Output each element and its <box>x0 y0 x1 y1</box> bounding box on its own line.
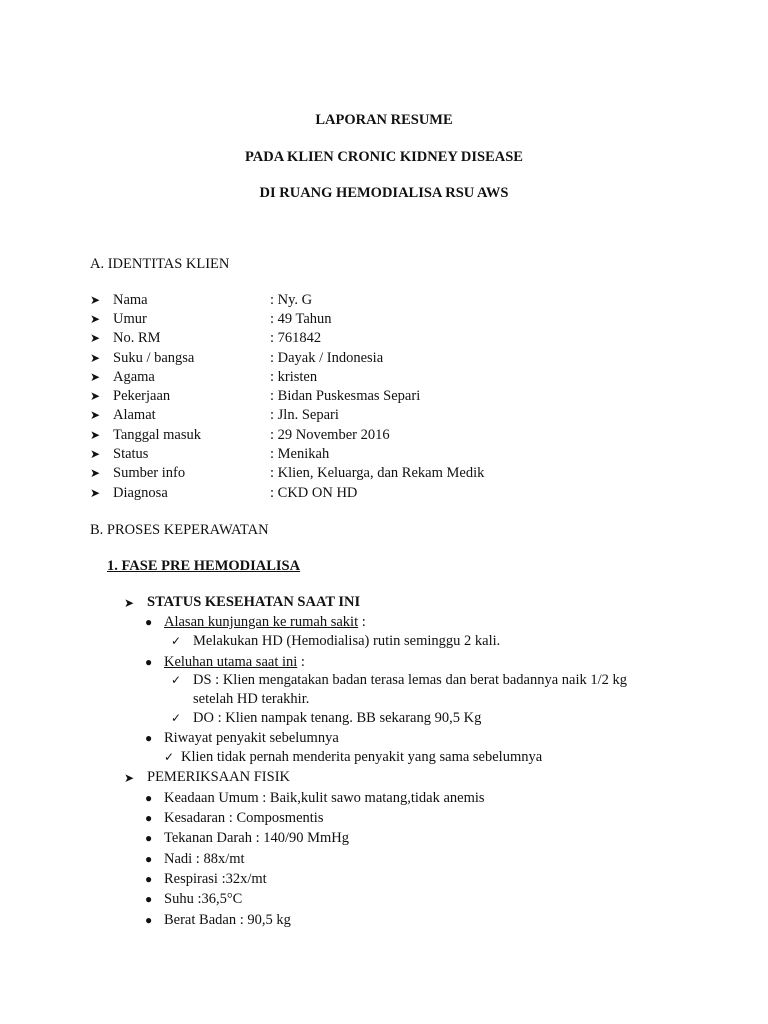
phase-1-heading: 1. FASE PRE HEMODIALISA <box>107 558 301 574</box>
check-icon: ✓ <box>171 673 182 687</box>
arrow-bullet-icon: ➤ <box>124 596 135 610</box>
arrow-bullet-icon: ➤ <box>124 771 135 785</box>
alasan-check: Melakukan HD (Hemodialisa) rutin seminggu 2 kali. <box>193 633 501 649</box>
section-a-heading: A. IDENTITAS KLIEN <box>90 256 230 272</box>
check-icon: ✓ <box>171 711 182 725</box>
title-line-1: LAPORAN RESUME <box>315 112 453 128</box>
arrow-bullet-icon: ➤ <box>90 312 101 326</box>
arrow-bullet-icon: ➤ <box>90 486 101 500</box>
check-icon: ✓ <box>171 634 182 648</box>
check-icon: ✓ <box>164 750 175 764</box>
bullet-icon: ● <box>145 811 153 825</box>
bullet-icon: ● <box>145 831 153 845</box>
bullet-icon: ● <box>145 872 153 886</box>
title-line-3: DI RUANG HEMODIALISA RSU AWS <box>259 185 509 201</box>
fisik-item: Suhu :36,5°C <box>164 891 243 907</box>
keluhan-label: Keluhan utama saat ini : <box>164 654 305 670</box>
section-b-heading: B. PROSES KEPERAWATAN <box>90 522 269 538</box>
arrow-bullet-icon: ➤ <box>90 428 101 442</box>
fisik-heading: PEMERIKSAAN FISIK <box>147 769 291 785</box>
fisik-item: Nadi : 88x/mt <box>164 851 245 867</box>
bullet-icon: ● <box>145 892 153 906</box>
arrow-bullet-icon: ➤ <box>90 466 101 480</box>
riwayat-check: Klien tidak pernah menderita penyakit yang sama sebelumnya <box>181 749 543 765</box>
ds-line-2: setelah HD terakhir. <box>193 691 310 707</box>
fisik-item: Respirasi :32x/mt <box>164 871 267 887</box>
ds-line-1: DS : Klien mengatakan badan terasa lemas dan berat badannya naik 1/2 kg <box>193 672 628 688</box>
do-line: DO : Klien nampak tenang. BB sekarang 90,5 Kg <box>193 710 482 726</box>
arrow-bullet-icon: ➤ <box>90 351 101 365</box>
bullet-icon: ● <box>145 913 153 927</box>
riwayat-label: Riwayat penyakit sebelumnya <box>164 730 339 746</box>
alasan-label: Alasan kunjungan ke rumah sakit : <box>164 614 366 630</box>
status-heading: STATUS KESEHATAN SAAT INI <box>147 594 361 610</box>
bullet-icon: ● <box>145 852 153 866</box>
arrow-bullet-icon: ➤ <box>90 293 101 307</box>
arrow-bullet-icon: ➤ <box>90 447 101 461</box>
title-line-2: PADA KLIEN CRONIC KIDNEY DISEASE <box>245 149 523 165</box>
document-page: LAPORAN RESUME PADA KLIEN CRONIC KIDNEY DISEASE DI RUANG HEMODIALISA RSU AWS A. IDENTITAS KLIEN ➤ Nama : Ny. G ➤ Umur : 49 Tahun ➤ No. RM : 761842 ➤ Suku / bangsa : Dayak / Indonesia ➤ Agama : kristen ➤ Pekerjaan : Bidan Puskesmas Separi ➤ Alamat : Jln. Separi ➤ Tanggal masuk : 29 November 2016 ➤ Status : Menikah ➤ Sumber info : Klien, Keluarga, dan Rekam Medik ➤ Diagnosa : CKD ON HD B. PROSES KEPERAWATAN 1. FASE PRE HEMODIALISA ➤ STATUS KESEHATAN SAAT INI ● Alasan kunjungan ke rumah sakit : ✓ Melakukan HD (Hemodialisa) rutin seminggu 2 kali. ● Keluhan utama saat ini : ✓ DS : Klien mengatakan badan terasa lemas dan berat badannya naik 1/2 kg setelah HD terakhir. ✓ DO : Klien nampak tenang. BB sekarang 90,5 Kg ● Riwayat penyakit sebelumnya ✓ Klien tidak pernah menderita penyakit yang sama sebelumnya ➤ PEMERIKSAAN FISIK ● Keadaan Umum : Baik,kulit sawo matang,tidak anemis ● Kesadaran : Composmentis ● Tekanan Darah : 140/90 MmHg ● Nadi : 88x/mt ● Respirasi :32x/mt ● Suhu :36,5°C ● Berat Badan : 90,5 kg <box>0 0 768 1024</box>
arrow-bullet-icon: ➤ <box>90 331 101 345</box>
fisik-item: Berat Badan : 90,5 kg <box>164 912 291 928</box>
bullet-icon: ● <box>145 655 153 669</box>
bullet-icon: ● <box>145 731 153 745</box>
arrow-bullet-icon: ➤ <box>90 370 101 384</box>
fisik-item: Keadaan Umum : Baik,kulit sawo matang,tidak anemis <box>164 790 485 806</box>
bullet-icon: ● <box>145 615 153 629</box>
arrow-bullet-icon: ➤ <box>90 389 101 403</box>
fisik-item: Kesadaran : Composmentis <box>164 810 324 826</box>
arrow-bullet-icon: ➤ <box>90 408 101 422</box>
fisik-item: Tekanan Darah : 140/90 MmHg <box>164 830 350 846</box>
bullet-icon: ● <box>145 791 153 805</box>
